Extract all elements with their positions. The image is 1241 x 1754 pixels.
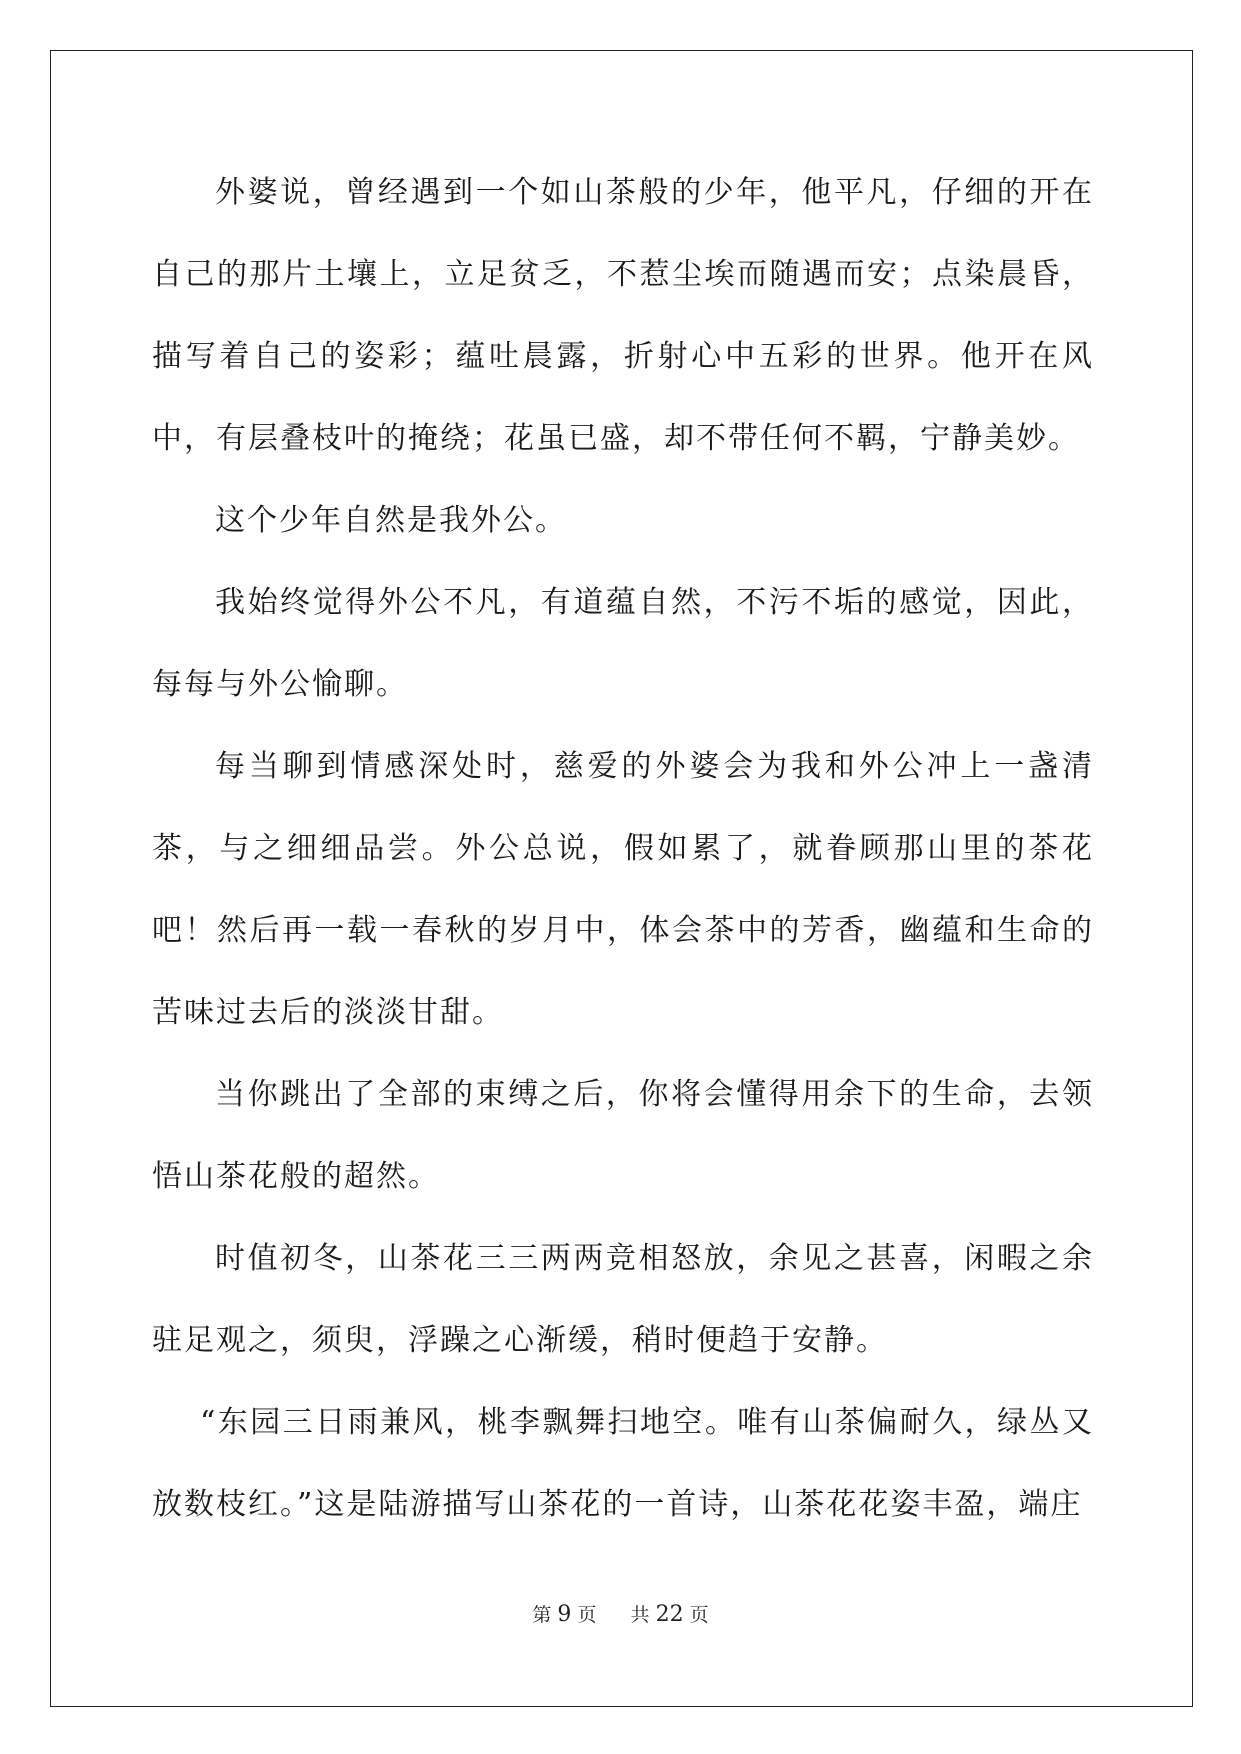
paragraph-3: 我始终觉得外公不凡，有道蕴自然，不污不垢的感觉，因此，每每与外公愉聊。 — [152, 585, 1094, 702]
document-body — [152, 152, 1094, 1546]
paragraph-7: “东园三日雨兼风，桃李飘舞扫地空。唯有山茶偏耐久，绿丛又放数枝红。”这是陆游描写山茶花的一首诗，山茶花花姿丰盈，端庄 — [152, 1405, 1094, 1522]
total-pages: 22 — [655, 1602, 684, 1627]
paragraph-1: 外婆说，曾经遇到一个如山茶般的少年，他平凡，仔细的开在自己的那片土壤上，立足贫乏，不惹尘埃而随遇而安；点染晨昏，描写着自己的姿彩；蕴吐晨露，折射心中五彩的世界。他开在风中，有层叠枝叶的掩绕；花虽已盛，却不带任何不羁，宁静美妙。 — [152, 175, 1094, 456]
page-suffix: 页 — [577, 1604, 597, 1626]
page-prefix: 第 — [532, 1604, 552, 1626]
page-footer — [0, 1600, 1241, 1627]
paragraph-4: 每当聊到情感深处时，慈爱的外婆会为我和外公冲上一盏清茶，与之细细品尝。外公总说，假如累了，就眷顾那山里的茶花吧！然后再一载一春秋的岁月中，体会茶中的芳香，幽蕴和生命的苦味过去后的淡淡甘甜。 — [152, 749, 1094, 1030]
total-prefix: 共 — [630, 1604, 650, 1626]
page-number: 9 — [557, 1602, 572, 1627]
paragraph-2: 这个少年自然是我外公。 — [215, 503, 567, 538]
paragraph-5: 当你跳出了全部的束缚之后，你将会懂得用余下的生命，去领悟山茶花般的超然。 — [152, 1077, 1094, 1194]
paragraph-6: 时值初冬，山茶花三三两两竞相怒放，余见之甚喜，闲暇之余驻足观之，须臾，浮躁之心渐缓，稍时便趋于安静。 — [152, 1241, 1094, 1358]
total-suffix: 页 — [689, 1604, 709, 1626]
